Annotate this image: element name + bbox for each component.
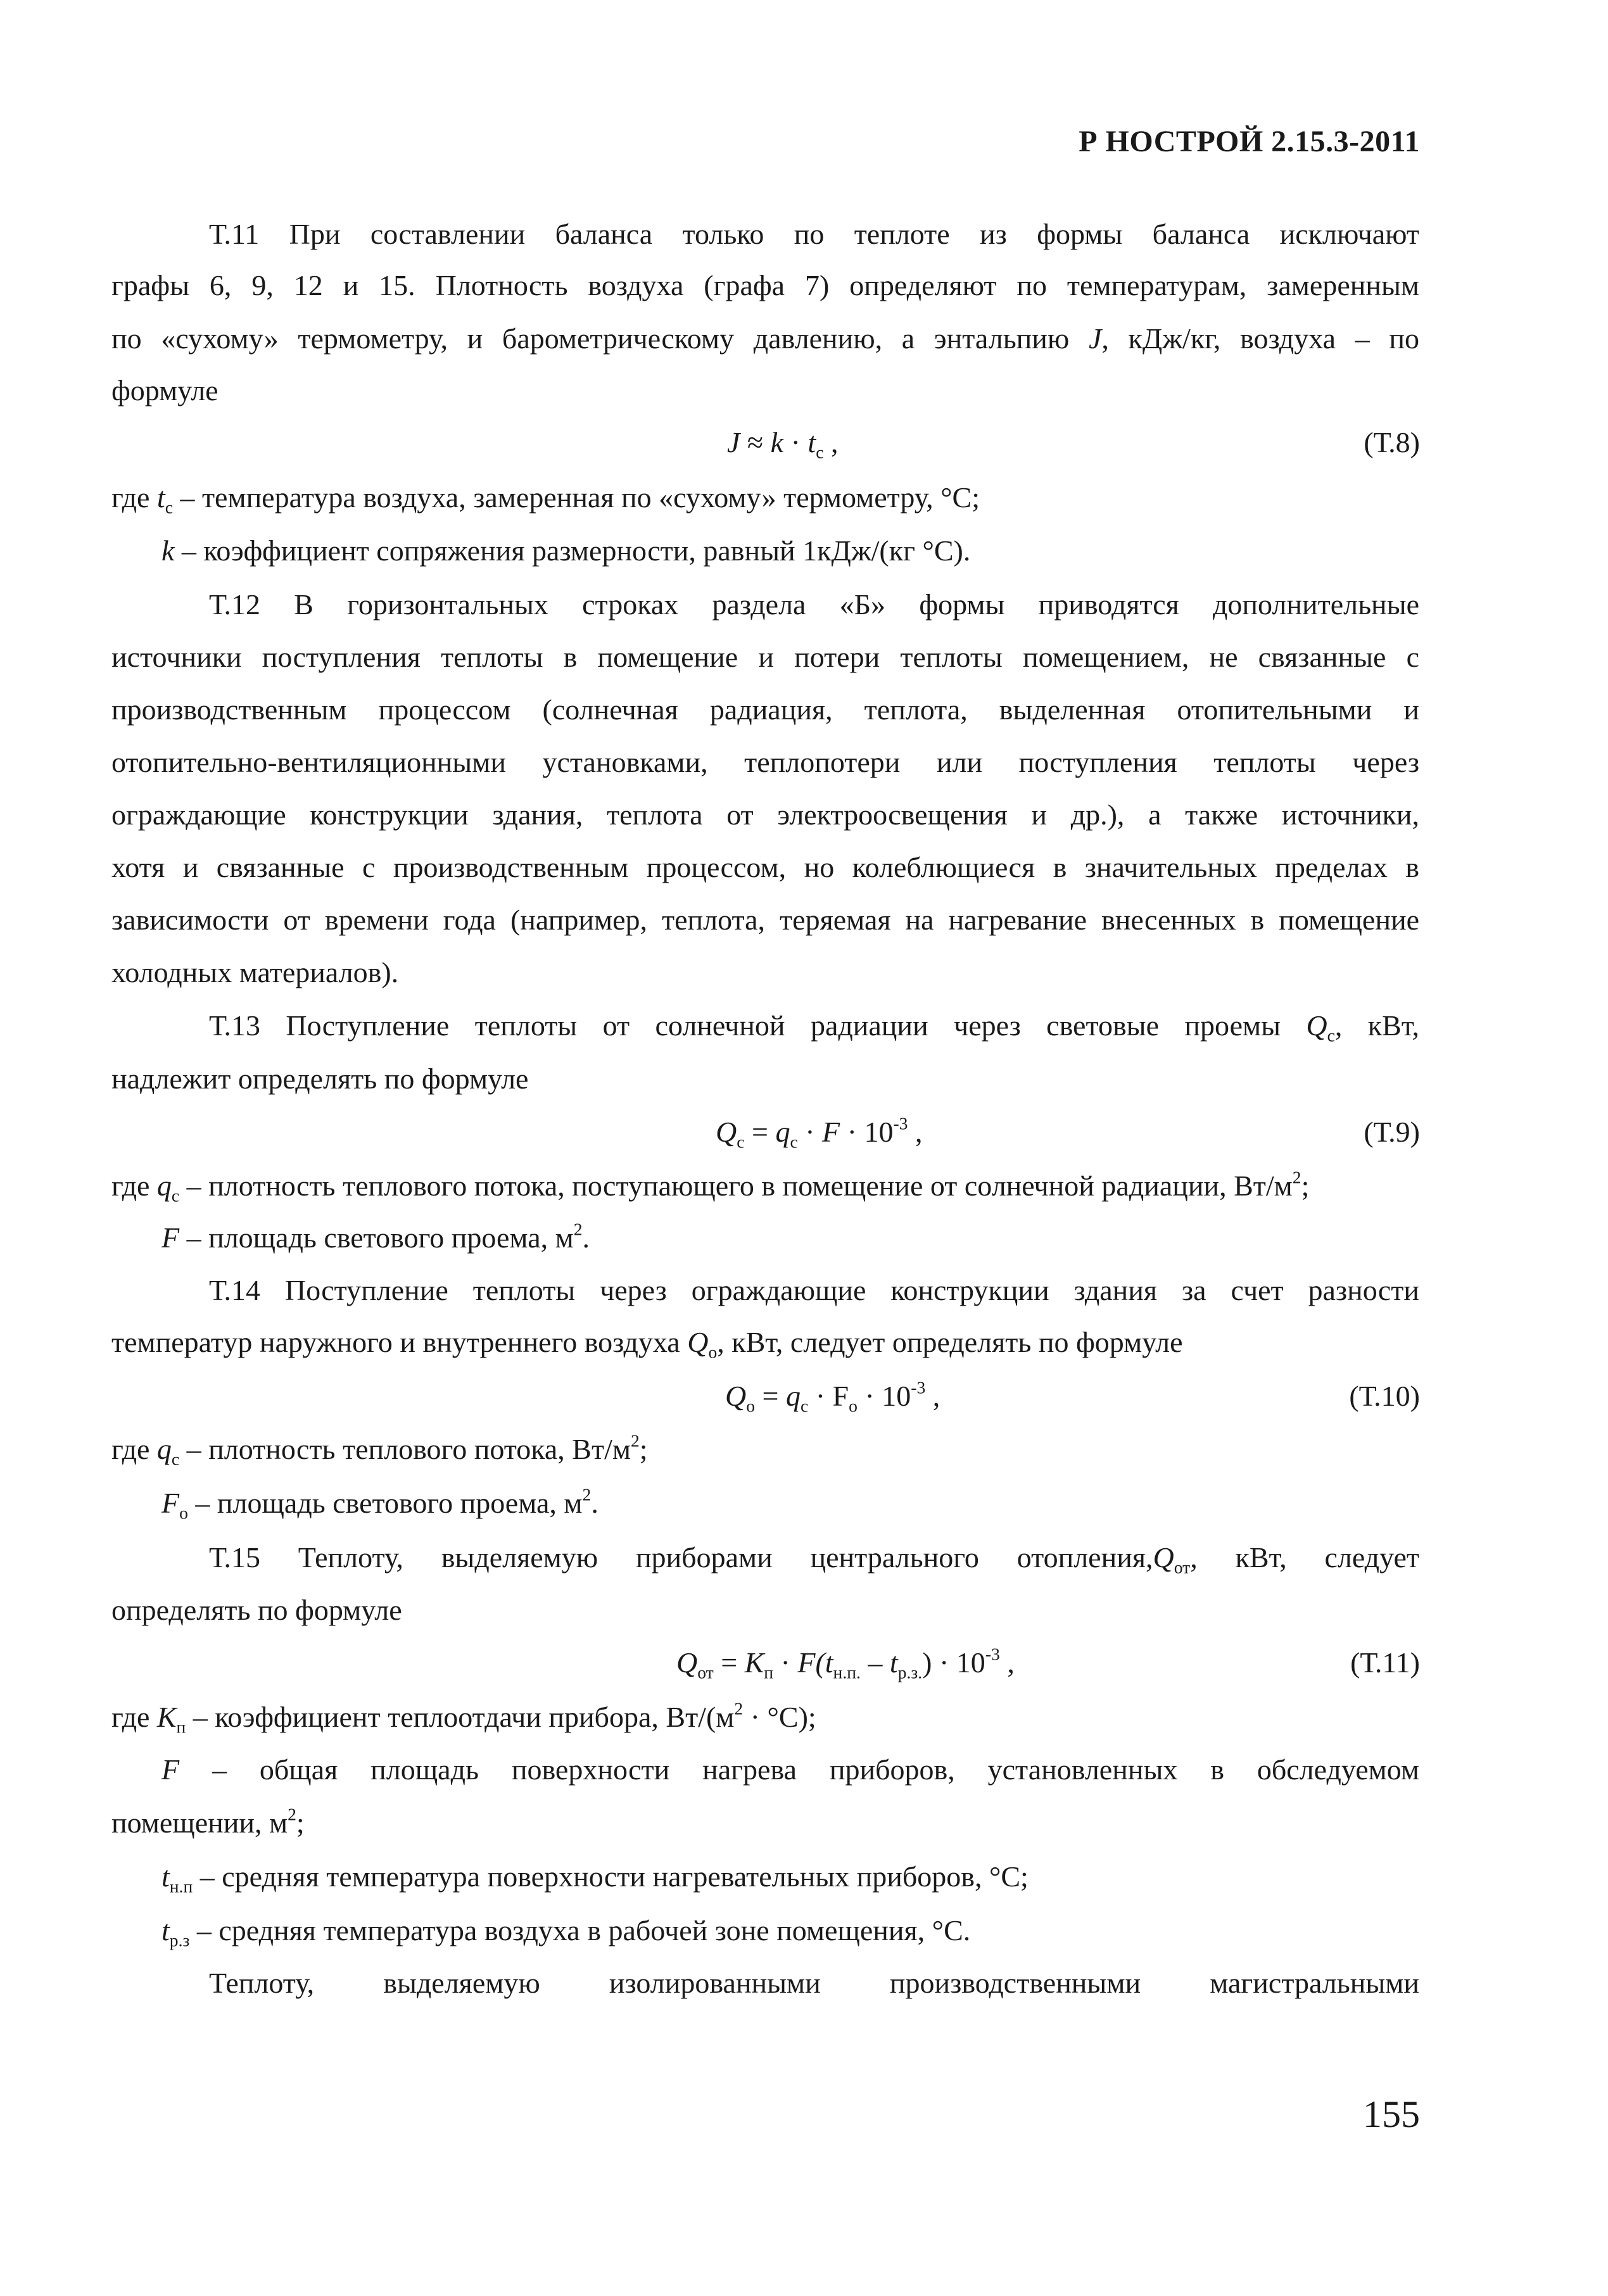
t12-line-7: зависимости от времени года (например, теплота, теряемая на нагревание внесенных в помещение [111,904,1419,936]
t12-line-1: Т.12 В горизонтальных строках раздела «Б» формы приводятся дополнительные [209,588,1419,621]
where-t10-qc: где $q_с$ – плотность теплового потока, $Вт/м^2$; [111,1430,648,1469]
where-t11-trz: $t_{р.з}$ – средняя температура воздуха в рабочей зоне помещения, °С. [161,1914,971,1950]
where-t10-fo: $F_о$ – площадь светового проема, $м^2$. [161,1484,598,1523]
t12-line-3: производственным процессом (солнечная радиация, теплота, выделенная отопительными и [111,693,1419,726]
where-t9-qc: где $q_с$ – плотность теплового потока, поступающего в помещение от солнечной радиации, $Вт/м^2$; [111,1167,1310,1206]
formula-t10: $Q_о = q_с \cdot F_о \cdot 10^{-3}$ , [725,1377,940,1416]
where-t8-tc: где $t_с$ – температура воздуха, замеренная по «сухому» термометру, °С; [111,481,980,517]
where-t9-f: F – площадь светового проема, $м^2$. [161,1219,590,1254]
document-header: Р НОСТРОЙ 2.15.3-2011 [1079,125,1420,158]
t14-line-1: Т.14 Поступление теплоты через ограждающие конструкции здания за счет разности [209,1274,1419,1306]
t13-line-2: надлежит определять по формуле [111,1063,529,1095]
formula-number-t9: (Т.9) [1364,1116,1420,1148]
t15-line-1: Т.15 Теплоту, выделяемую приборами центрального $отопления,Q_{от}$, кВт, следует [209,1541,1419,1577]
t11-line-1: Т.11 При составлении баланса только по теплоте из формы баланса исключают [209,218,1419,250]
t14-line-2: температур наружного и внутреннего воздуха $Q_о$, кВт, следует определять по формуле [111,1326,1183,1362]
t15-line-2: определять по формуле [111,1594,402,1626]
t12-line-6: хотя и связанные с производственным процессом, но колеблющиеся в значительных пределах в [111,851,1419,883]
last-line: Теплоту, выделяемую изолированными производственными магистральными [209,1967,1419,1999]
formula-number-t11: (Т.11) [1350,1646,1420,1679]
formula-number-t8: (Т.8) [1364,426,1420,458]
where-t8-k: k – коэффициент сопряжения размерности, равный 1кДж/(кг °С). [161,534,971,567]
t12-line-4: отопительно-вентиляционными установками, теплопотери или поступления теплоты через [111,746,1419,778]
t12-line-2: источники поступления теплоты в помещение и потери теплоты помещением, не связанные с [111,641,1419,673]
where-t11-kp: где $К_п$ – коэффициент теплоотдачи прибора, $Вт/(м^2 \cdot ^\circ С)$; [111,1698,816,1737]
t11-line-3: по «сухому» термометру, и барометрическому давлению, а энтальпию J, кДж/кг, воздуха – по [111,322,1419,355]
formula-t11: $Q_{от} = К_п \cdot F(t_{н.п.} - t_{р.з.}) \cdot 10^{-3}$ , [676,1644,1015,1682]
t13-line-1: Т.13 Поступление теплоты от солнечной радиации через световые проемы $Q_с$, кВт, [209,1009,1419,1045]
t11-line-2: графы 6, 9, 12 и 15. Плотность воздуха (графа 7) определяют по температурам, замеренным [111,269,1419,301]
t12-line-5: ограждающие конструкции здания, теплота от электроосвещения и др.), а также источники, [111,798,1419,831]
t11-line-4: формуле [111,374,218,407]
where-t11-tnp: $t_{н.п}$ – средняя температура поверхности нагревательных приборов, °С; [161,1860,1029,1896]
formula-t9: $Q_с = q_с \cdot F \cdot 10^{-3}$ , [716,1113,923,1152]
formula-number-t10: (Т.10) [1349,1380,1420,1412]
where-t11-f-cont: помещении, $м^2$; [111,1804,305,1839]
t12-line-8: холодных материалов). [111,956,399,988]
formula-t8: $J \approx k \cdot t_с$ , [727,426,839,462]
page-number: 155 [1363,2093,1420,2135]
where-t11-f: F – общая площадь поверхности нагрева приборов, установленных в обследуемом [161,1753,1419,1786]
